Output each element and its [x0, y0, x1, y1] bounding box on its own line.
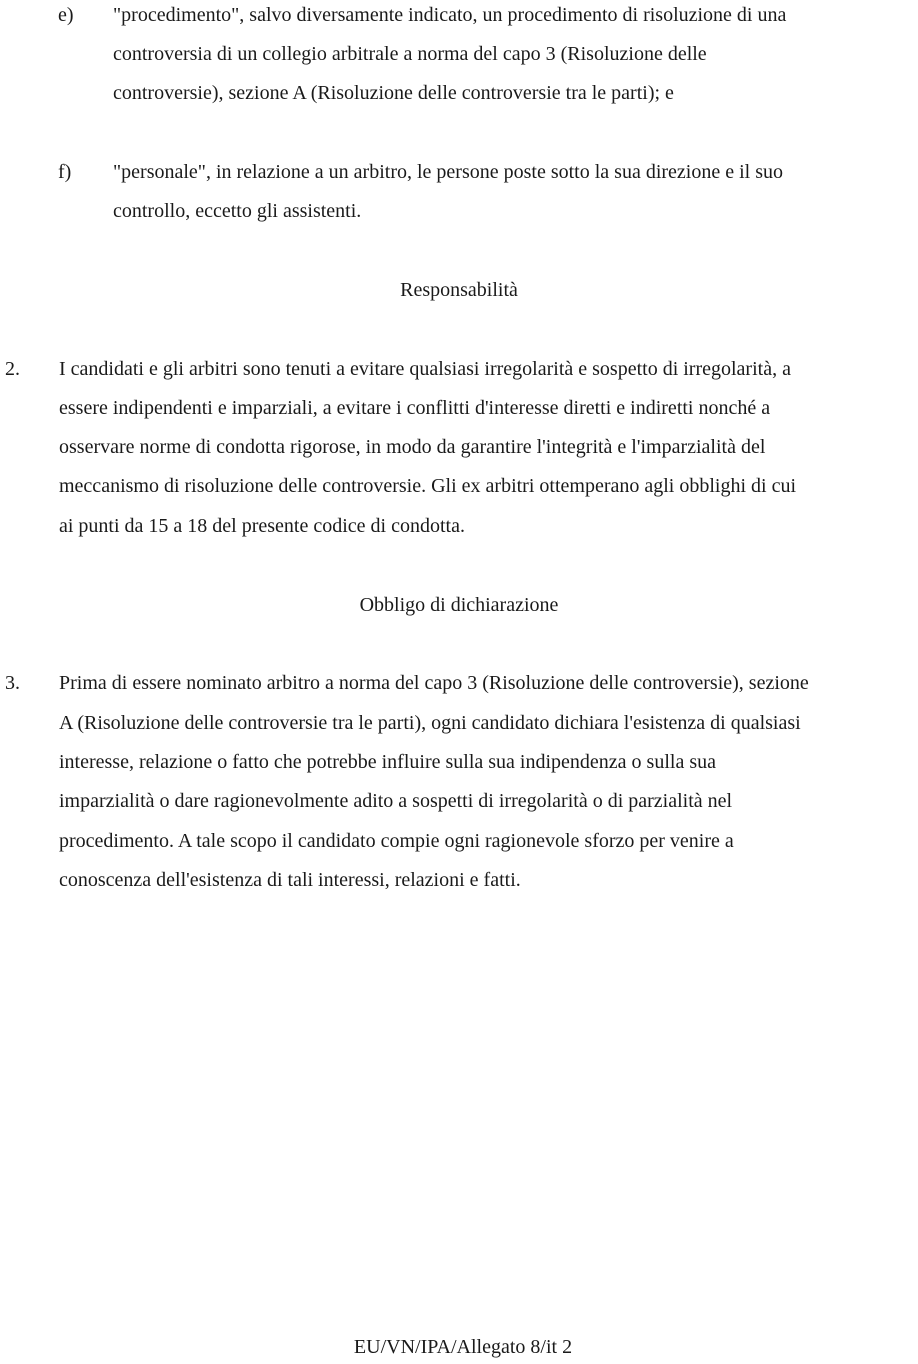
paragraph-line: imparzialità o dare ragionevolmente adito a sospetti di irregolarità o di parzialità nel — [59, 790, 733, 812]
section-heading: Responsabilità — [400, 279, 518, 301]
item-text-line: controversia di un collegio arbitrale a norma del capo 3 (Risoluzione delle — [113, 43, 707, 65]
section-heading: Obbligo di dichiarazione — [359, 594, 559, 616]
paragraph-line: essere indipendenti e imparziali, a evitare i conflitti d'interesse diretti e indiretti nonché a — [59, 397, 771, 419]
paragraph-line: meccanismo di risoluzione delle controversie. Gli ex arbitri ottemperano agli obblighi di cui — [59, 475, 797, 497]
item-text-line: controversie), sezione A (Risoluzione delle controversie tra le parti); e — [113, 82, 674, 104]
item-label: f) — [58, 161, 72, 183]
paragraph-line: I candidati e gli arbitri sono tenuti a evitare qualsiasi irregolarità e sospetto di irregolarità, a — [59, 358, 791, 380]
paragraph-line: A (Risoluzione delle controversie tra le parti), ogni candidato dichiara l'esistenza di qualsiasi — [59, 712, 801, 734]
paragraph-number: 3. — [5, 672, 20, 694]
paragraph-line: ai punti da 15 a 18 del presente codice di condotta. — [59, 515, 465, 537]
item-label: e) — [58, 4, 74, 26]
paragraph-line: procedimento. A tale scopo il candidato compie ogni ragionevole sforzo per venire a — [59, 830, 734, 852]
paragraph-line: interesse, relazione o fatto che potrebbe influire sulla sua indipendenza o sulla sua — [59, 751, 716, 773]
paragraph-line: Prima di essere nominato arbitro a norma del capo 3 (Risoluzione delle controversie), sezione — [59, 672, 809, 694]
paragraph-number: 2. — [5, 358, 20, 380]
item-text-line: controllo, eccetto gli assistenti. — [113, 200, 362, 222]
item-text-line: "procedimento", salvo diversamente indicato, un procedimento di risoluzione di una — [113, 4, 787, 26]
paragraph-line: osservare norme di condotta rigorose, in modo da garantire l'integrità e l'imparzialità del — [59, 436, 766, 458]
page-footer: EU/VN/IPA/Allegato 8/it 2 — [353, 1336, 573, 1358]
item-text-line: "personale", in relazione a un arbitro, le persone poste sotto la sua direzione e il suo — [113, 161, 783, 183]
paragraph-line: conoscenza dell'esistenza di tali interessi, relazioni e fatti. — [59, 869, 521, 891]
